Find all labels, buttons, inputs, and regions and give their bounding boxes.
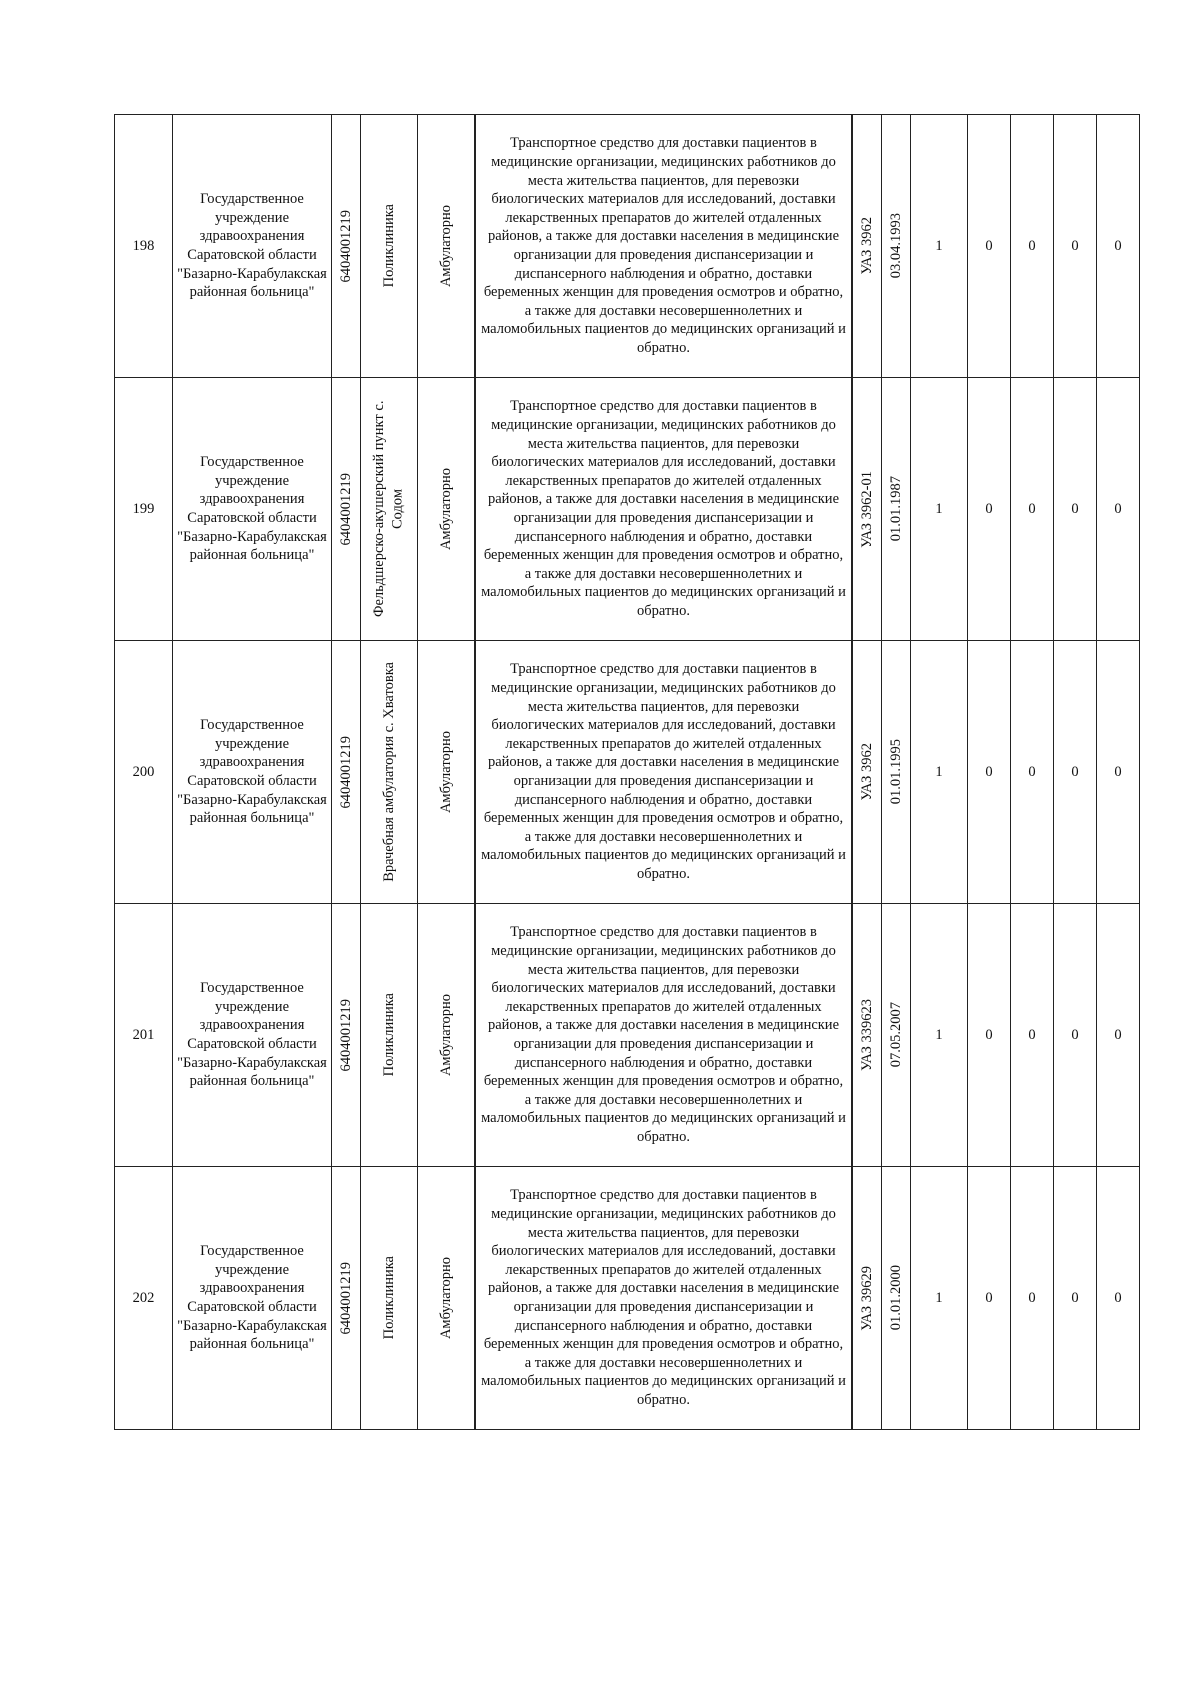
count-cell-1: 1 bbox=[911, 1167, 968, 1430]
care-type-cell: Амбулаторно bbox=[418, 641, 475, 904]
row-number: 202 bbox=[115, 1167, 173, 1430]
unit-cell: Врачебная амбулатория с. Хватовка bbox=[361, 641, 418, 904]
count-cell-1: 1 bbox=[911, 641, 968, 904]
care-type-cell: Амбулаторно bbox=[418, 904, 475, 1167]
table-row bbox=[115, 115, 1140, 378]
count-cell-3: 0 bbox=[1011, 904, 1054, 1167]
care-type-cell: Амбулаторно bbox=[418, 1167, 475, 1430]
table-row bbox=[115, 1167, 1140, 1430]
row-number: 201 bbox=[115, 904, 173, 1167]
count-cell-4: 0 bbox=[1054, 641, 1097, 904]
organization-name: Государственное учреждение здравоохранения Саратовской области "Базарно-Карабулакская районная больница" bbox=[173, 641, 332, 904]
count-cell-5: 0 bbox=[1097, 378, 1140, 641]
table-row bbox=[115, 378, 1140, 641]
organization-name: Государственное учреждение здравоохранения Саратовской области "Базарно-Карабулакская районная больница" bbox=[173, 904, 332, 1167]
vehicle-model-cell: УАЗ 3962 bbox=[853, 641, 882, 904]
organization-name: Государственное учреждение здравоохранения Саратовской области "Базарно-Карабулакская районная больница" bbox=[173, 115, 332, 378]
count-cell-2: 0 bbox=[968, 1167, 1011, 1430]
purpose-cell: Транспортное средство для доставки пациентов в медицинские организации, медицинских работников до места жительства пациентов, для перевозки биологических материалов для исследований, доставки лекарственных препаратов до жителей отдаленных районов, а также для доставки населения в медицинские организации для проведения диспансеризации и диспансерного наблюдения и обратно, доставки беременных женщин для проведения осмотров и обратно, а также для доставки несовершеннолетних и маломобильных пациентов до медицинских организаций и обратно. bbox=[475, 904, 853, 1167]
inn-cell: 6404001219 bbox=[332, 1167, 361, 1430]
care-type-cell: Амбулаторно bbox=[418, 378, 475, 641]
purpose-cell: Транспортное средство для доставки пациентов в медицинские организации, медицинских работников до места жительства пациентов, для перевозки биологических материалов для исследований, доставки лекарственных препаратов до жителей отдаленных районов, а также для доставки населения в медицинские организации для проведения диспансеризации и диспансерного наблюдения и обратно, доставки беременных женщин для проведения осмотров и обратно, а также для доставки несовершеннолетних и маломобильных пациентов до медицинских организаций и обратно. bbox=[475, 1167, 853, 1430]
table-row bbox=[115, 641, 1140, 904]
count-cell-4: 0 bbox=[1054, 904, 1097, 1167]
unit-cell: Поликлиника bbox=[361, 115, 418, 378]
count-cell-2: 0 bbox=[968, 904, 1011, 1167]
row-number: 199 bbox=[115, 378, 173, 641]
vehicle-model-cell: УАЗ 339623 bbox=[853, 904, 882, 1167]
table-row bbox=[115, 904, 1140, 1167]
count-cell-3: 0 bbox=[1011, 1167, 1054, 1430]
inn-cell: 6404001219 bbox=[332, 641, 361, 904]
count-cell-3: 0 bbox=[1011, 115, 1054, 378]
care-type-cell: Амбулаторно bbox=[418, 115, 475, 378]
date-cell: 07.05.2007 bbox=[882, 904, 911, 1167]
count-cell-5: 0 bbox=[1097, 904, 1140, 1167]
vehicle-model-cell: УАЗ 3962-01 bbox=[853, 378, 882, 641]
vehicle-model-cell: УАЗ 39629 bbox=[853, 1167, 882, 1430]
count-cell-2: 0 bbox=[968, 378, 1011, 641]
count-cell-2: 0 bbox=[968, 115, 1011, 378]
count-cell-4: 0 bbox=[1054, 1167, 1097, 1430]
inn-cell: 6404001219 bbox=[332, 378, 361, 641]
unit-cell: Фельдшерско-акушерский пункт с. Содом bbox=[361, 378, 418, 641]
inn-cell: 6404001219 bbox=[332, 115, 361, 378]
date-cell: 01.01.1987 bbox=[882, 378, 911, 641]
count-cell-1: 1 bbox=[911, 904, 968, 1167]
unit-cell: Поликлиника bbox=[361, 904, 418, 1167]
count-cell-1: 1 bbox=[911, 115, 968, 378]
purpose-cell: Транспортное средство для доставки пациентов в медицинские организации, медицинских работников до места жительства пациентов, для перевозки биологических материалов для исследований, доставки лекарственных препаратов до жителей отдаленных районов, а также для доставки населения в медицинские организации для проведения диспансеризации и диспансерного наблюдения и обратно, доставки беременных женщин для проведения осмотров и обратно, а также для доставки несовершеннолетних и маломобильных пациентов до медицинских организаций и обратно. bbox=[475, 641, 853, 904]
vehicle-table bbox=[114, 114, 1140, 1430]
count-cell-1: 1 bbox=[911, 378, 968, 641]
count-cell-5: 0 bbox=[1097, 1167, 1140, 1430]
count-cell-3: 0 bbox=[1011, 641, 1054, 904]
vehicle-model-cell: УАЗ 3962 bbox=[853, 115, 882, 378]
inn-cell: 6404001219 bbox=[332, 904, 361, 1167]
count-cell-3: 0 bbox=[1011, 378, 1054, 641]
row-number: 200 bbox=[115, 641, 173, 904]
purpose-cell: Транспортное средство для доставки пациентов в медицинские организации, медицинских работников до места жительства пациентов, для перевозки биологических материалов для исследований, доставки лекарственных препаратов до жителей отдаленных районов, а также для доставки населения в медицинские организации для проведения диспансеризации и диспансерного наблюдения и обратно, доставки беременных женщин для проведения осмотров и обратно, а также для доставки несовершеннолетних и маломобильных пациентов до медицинских организаций и обратно. bbox=[475, 115, 853, 378]
count-cell-4: 0 bbox=[1054, 378, 1097, 641]
purpose-cell: Транспортное средство для доставки пациентов в медицинские организации, медицинских работников до места жительства пациентов, для перевозки биологических материалов для исследований, доставки лекарственных препаратов до жителей отдаленных районов, а также для доставки населения в медицинские организации для проведения диспансеризации и диспансерного наблюдения и обратно, доставки беременных женщин для проведения осмотров и обратно, а также для доставки несовершеннолетних и маломобильных пациентов до медицинских организаций и обратно. bbox=[475, 378, 853, 641]
row-number: 198 bbox=[115, 115, 173, 378]
organization-name: Государственное учреждение здравоохранения Саратовской области "Базарно-Карабулакская районная больница" bbox=[173, 1167, 332, 1430]
organization-name: Государственное учреждение здравоохранения Саратовской области "Базарно-Карабулакская районная больница" bbox=[173, 378, 332, 641]
date-cell: 03.04.1993 bbox=[882, 115, 911, 378]
date-cell: 01.01.1995 bbox=[882, 641, 911, 904]
count-cell-4: 0 bbox=[1054, 115, 1097, 378]
count-cell-2: 0 bbox=[968, 641, 1011, 904]
count-cell-5: 0 bbox=[1097, 641, 1140, 904]
unit-cell: Поликлиника bbox=[361, 1167, 418, 1430]
date-cell: 01.01.2000 bbox=[882, 1167, 911, 1430]
count-cell-5: 0 bbox=[1097, 115, 1140, 378]
